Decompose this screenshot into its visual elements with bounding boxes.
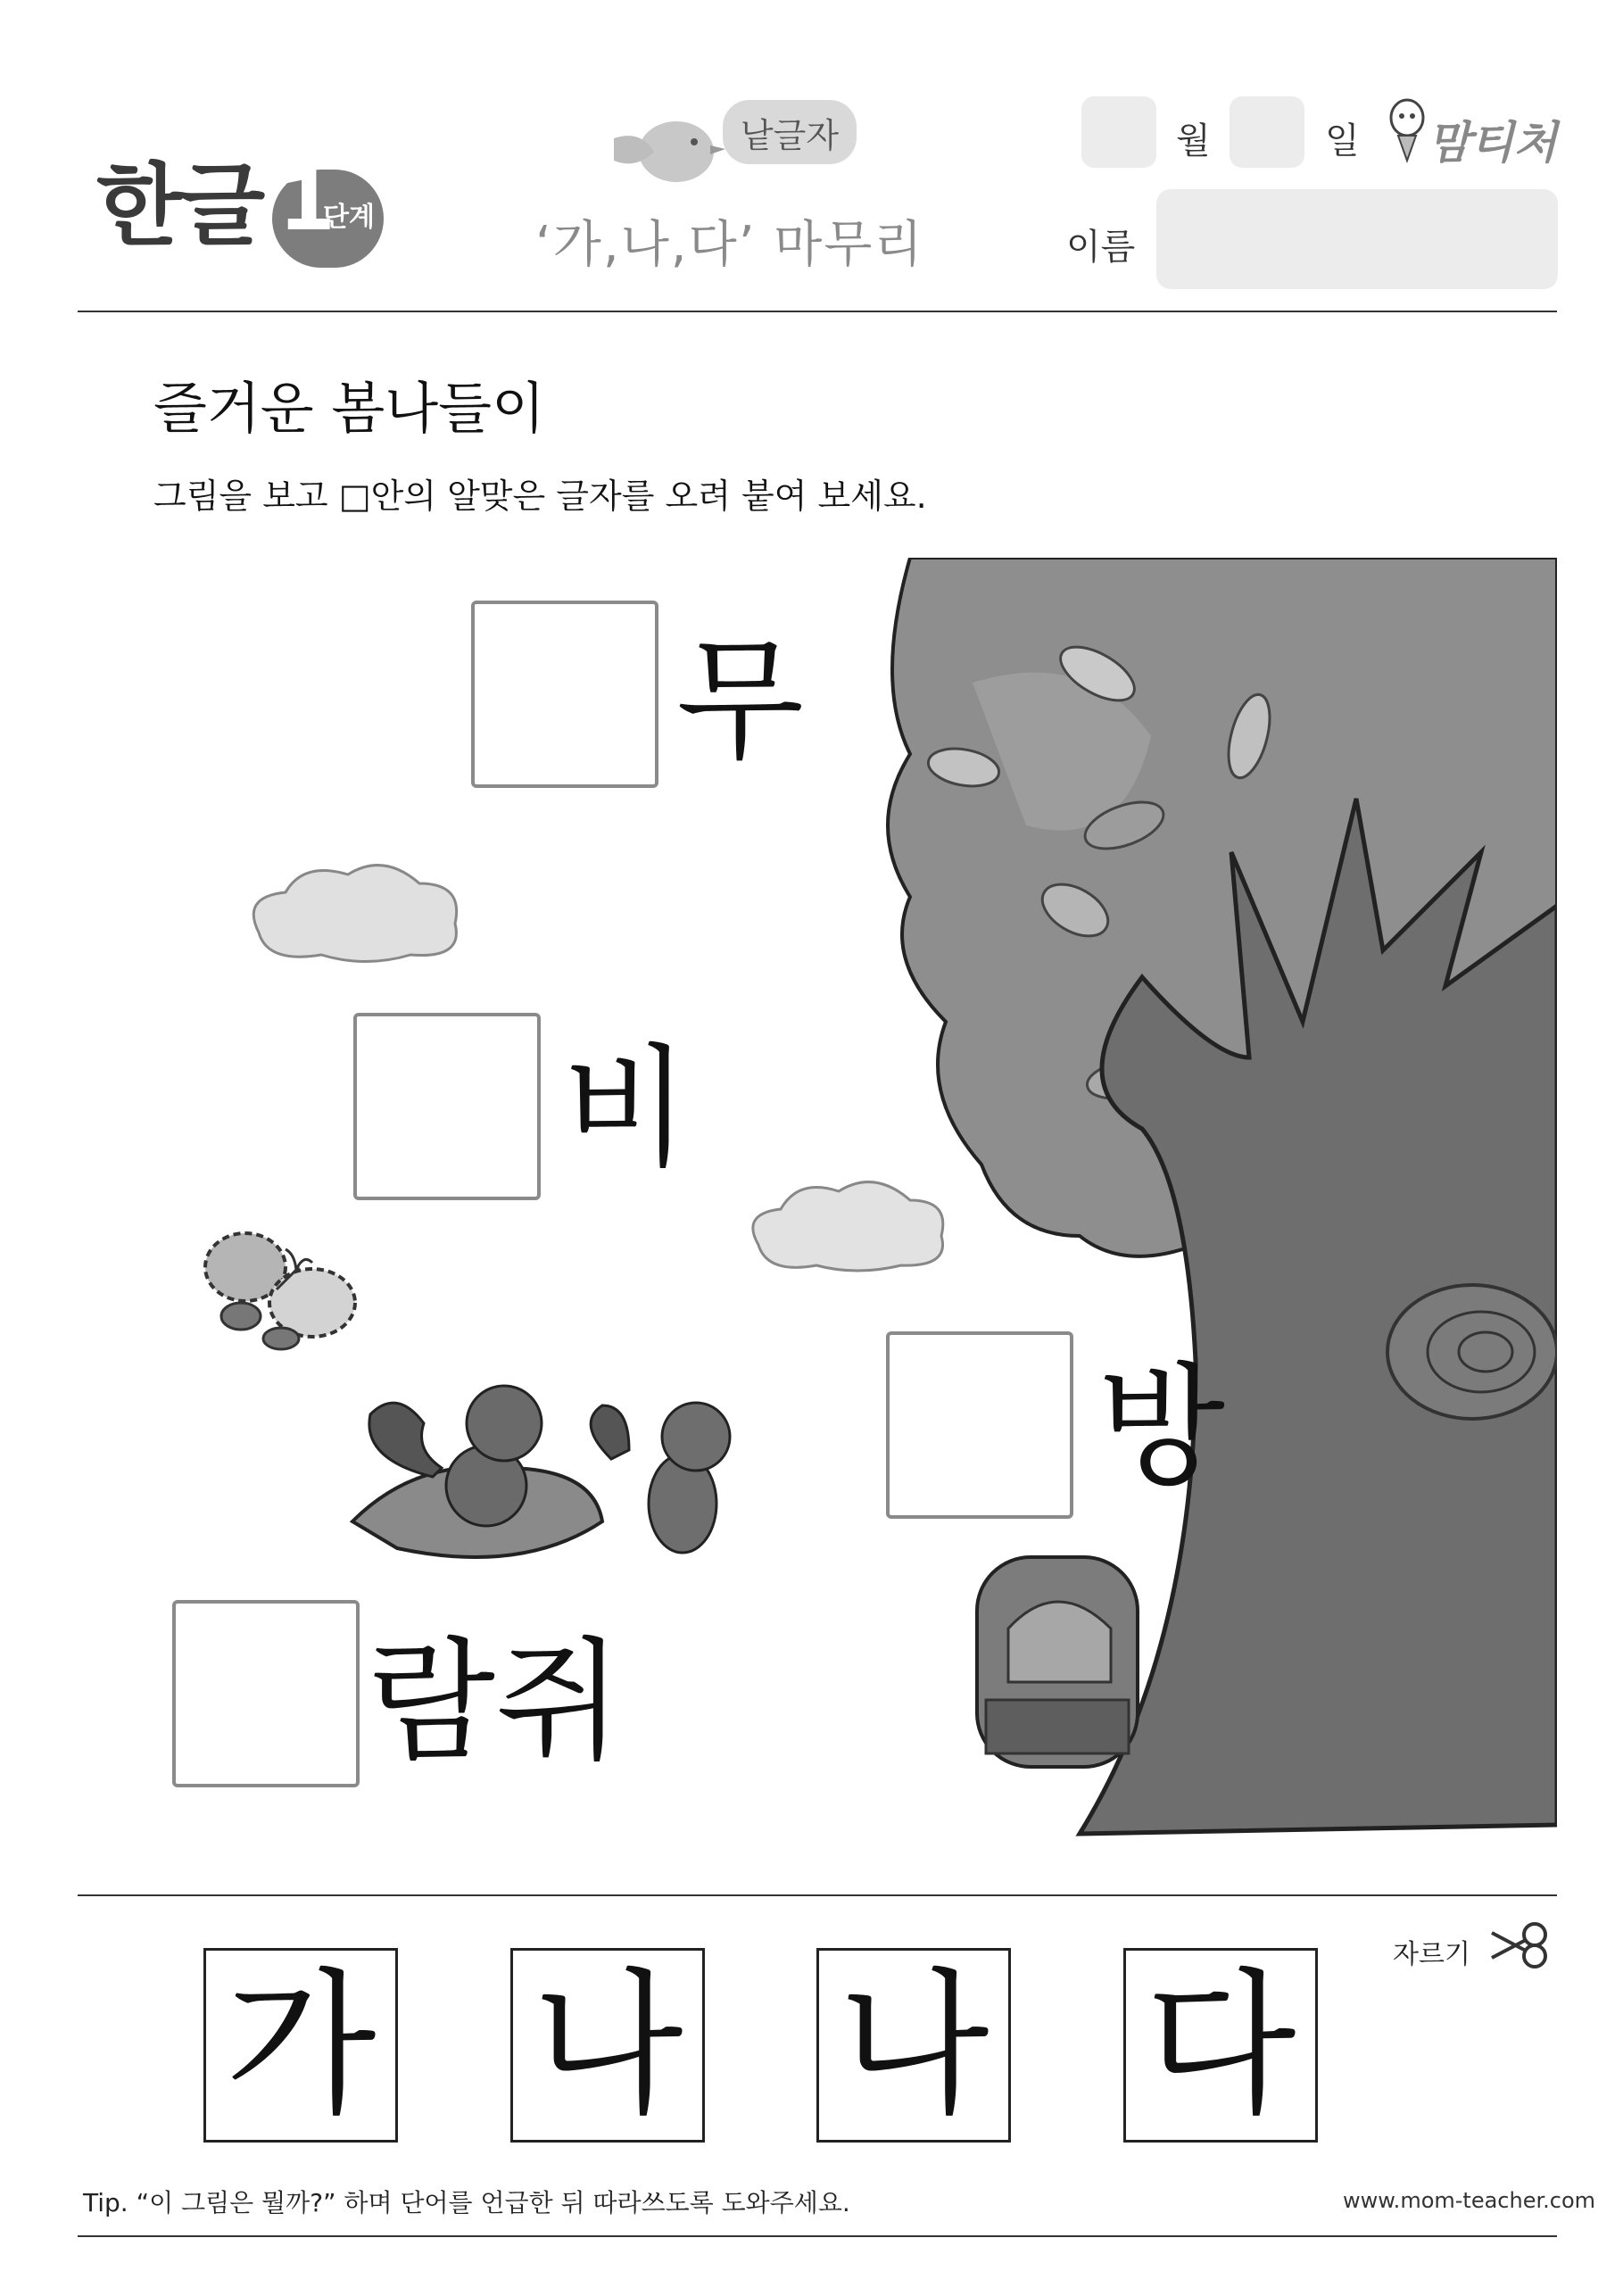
word-suffix-1: 무 bbox=[676, 625, 804, 778]
name-label: 이름 bbox=[1066, 227, 1136, 268]
answer-box-3[interactable] bbox=[886, 1331, 1073, 1519]
day-field[interactable] bbox=[1230, 96, 1304, 168]
cut-label: 자르기 bbox=[1393, 1939, 1470, 1970]
cutout-letter: 다 bbox=[1145, 1954, 1296, 2136]
tip-text: Tip. “이 그림은 뭘까?” 하며 단어를 언급한 뒤 따라쓰도록 도와주세요. bbox=[83, 2188, 850, 2217]
answer-box-4[interactable] bbox=[172, 1600, 360, 1787]
logo-text: 맘티처 bbox=[1428, 117, 1557, 169]
month-field[interactable] bbox=[1081, 96, 1156, 168]
category-tag: 낱글자 bbox=[723, 100, 857, 164]
cutout-card-3[interactable] bbox=[816, 1948, 1011, 2143]
cut-divider bbox=[78, 1894, 1557, 1896]
cutout-card-2[interactable] bbox=[510, 1948, 705, 2143]
website-url[interactable]: www.mom-teacher.com bbox=[1343, 2188, 1596, 2213]
cutout-card-4[interactable] bbox=[1123, 1948, 1318, 2143]
butterfly-illustration bbox=[196, 1218, 366, 1352]
word-suffix-2: 비 bbox=[562, 1032, 690, 1185]
word-suffix-3: 방 bbox=[1097, 1350, 1225, 1504]
lesson-title: ‘가,나,다’ 마무리 bbox=[535, 216, 924, 274]
answer-box-1[interactable] bbox=[471, 601, 658, 788]
cutout-letter: 가 bbox=[225, 1954, 377, 2136]
brand-title: 한글 bbox=[96, 153, 262, 258]
answer-box-2[interactable] bbox=[353, 1013, 541, 1200]
word-suffix-4: 람쥐 bbox=[368, 1625, 623, 1778]
month-label: 월 bbox=[1176, 120, 1211, 162]
worksheet-title: 즐거운 봄나들이 bbox=[153, 376, 545, 441]
name-field[interactable] bbox=[1156, 189, 1558, 289]
cloud-illustration bbox=[241, 852, 473, 968]
header-divider bbox=[78, 311, 1557, 312]
tree-illustration bbox=[857, 558, 1557, 1869]
cutout-letter: 나 bbox=[532, 1954, 683, 2136]
level-word: 단계 bbox=[323, 202, 375, 233]
day-label: 일 bbox=[1325, 120, 1360, 162]
cutout-letter: 나 bbox=[838, 1954, 990, 2136]
cloud-illustration bbox=[741, 1169, 955, 1276]
level-number: 1 bbox=[278, 153, 336, 249]
squirrels-illustration bbox=[344, 1370, 772, 1575]
scissors-icon bbox=[1488, 1919, 1551, 1972]
bird-icon bbox=[605, 103, 730, 192]
pencil-mascot-icon bbox=[1387, 96, 1428, 163]
footer-divider bbox=[78, 2235, 1557, 2237]
instruction-text: 그림을 보고 □안의 알맞은 글자를 오려 붙여 보세요. bbox=[153, 477, 927, 516]
cutout-card-1[interactable] bbox=[203, 1948, 398, 2143]
